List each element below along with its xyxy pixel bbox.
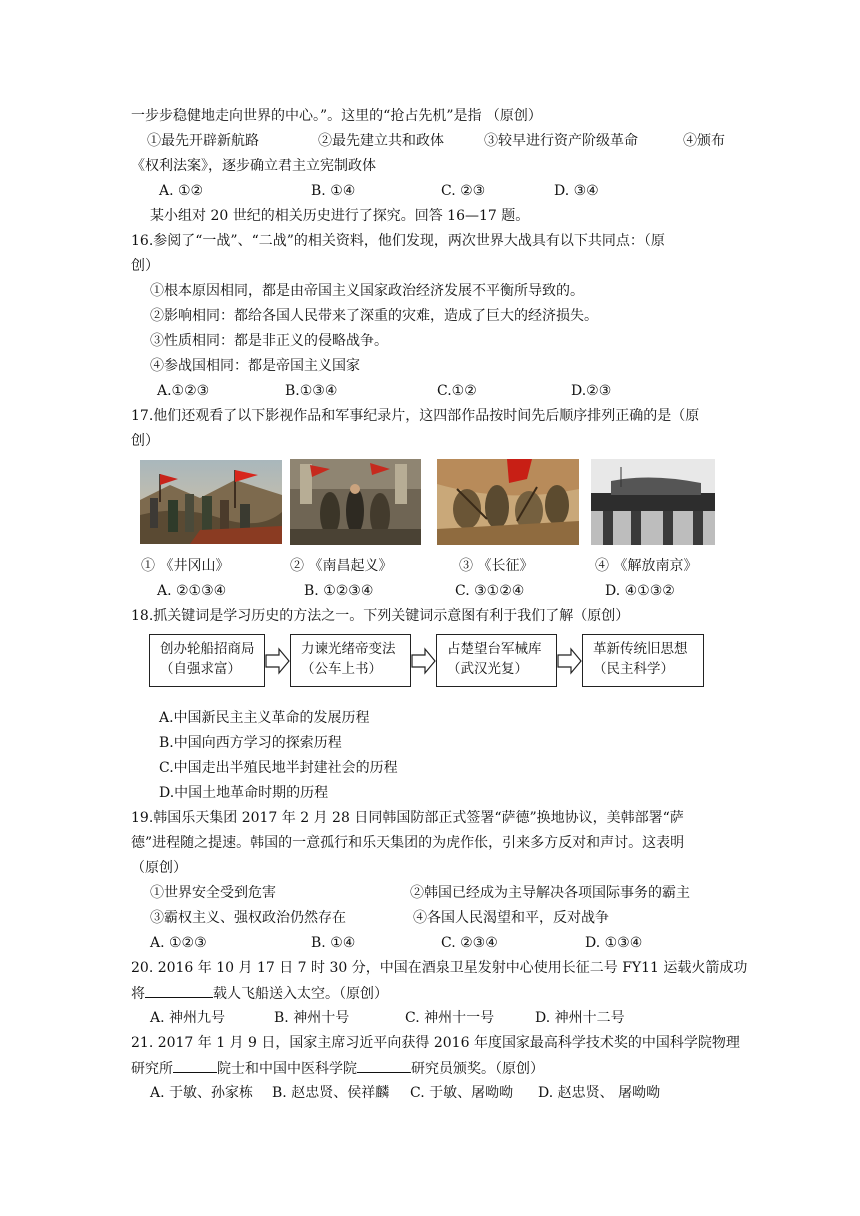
q15-item-4-cont: 《权利法案》，逐步确立君主立宪制政体 (131, 158, 376, 174)
q19-item-4: ④各国人民渴望和平，反对战争 (413, 910, 609, 926)
q21-stem-cont (131, 1058, 544, 1079)
q16-item-4: ④参战国相同：都是帝国主义国家 (150, 358, 360, 374)
nanjing-liberation-photo (591, 459, 715, 545)
q20-choice-d[interactable]: D. 神州十二号 (535, 1010, 625, 1026)
q17-choice-b[interactable]: B. ①②③④ (304, 583, 374, 599)
q17-stem: 17.他们还观看了以下影视作品和军事纪录片，这四部作品按时间先后顺序排列正确的是（原 (131, 408, 700, 424)
q19-choice-b[interactable]: B. ①④ (311, 935, 356, 951)
q15-stem-line: 一步步稳健地走向世界的中心。”。这里的“抢占先机”是指 （原创） (131, 108, 542, 124)
long-march-painting (437, 459, 579, 545)
q15-choice-b[interactable]: B. ①④ (311, 183, 356, 199)
q18-choice-b[interactable]: B.中国向西方学习的探索历程 (159, 735, 342, 751)
q16-item-1: ①根本原因相同，都是由帝国主义国家政治经济发展不平衡所导致的。 (150, 283, 584, 299)
q16-choice-d[interactable]: D.②③ (571, 383, 612, 399)
q17-choice-c[interactable]: C. ③①②④ (455, 583, 525, 599)
q16-choice-a[interactable]: A.①②③ (157, 383, 210, 399)
q20-choice-c[interactable]: C. 神州十一号 (405, 1010, 495, 1026)
flow-box-3-line2: （武汉光复） (447, 661, 528, 677)
flow-box-2-line1: 力谏光绪帝变法 (301, 641, 396, 657)
q16-choice-b[interactable]: B.①③④ (285, 383, 338, 399)
flow-box-4 (582, 634, 704, 687)
q15-choice-c[interactable]: C. ②③ (441, 183, 486, 199)
q17-caption-3: ③ 《长征》 (459, 558, 534, 574)
q17-caption-2: ② 《南昌起义》 (290, 558, 393, 574)
nanchang-uprising-painting (290, 459, 421, 545)
q19-item-1: ①世界安全受到危害 (150, 885, 276, 901)
q17-stem-cont: 创） (131, 433, 159, 449)
q18-choice-c[interactable]: C.中国走出半殖民地半封建社会的历程 (159, 760, 398, 776)
q19-stem: 19.韩国乐天集团 2017 年 2 月 28 日同韩国防部正式签署“萨德”换地协议，美韩部署“萨 (131, 810, 684, 826)
q21-choice-d[interactable]: D. 赵忠贤、 屠呦呦 (538, 1085, 661, 1101)
flow-box-3-line1: 占楚望台军械库 (447, 641, 542, 657)
q17-caption-4: ④ 《解放南京》 (595, 558, 698, 574)
flow-arrow-1 (265, 646, 291, 676)
q19-choice-d[interactable]: D. ①③④ (585, 935, 643, 951)
q18-choice-d[interactable]: D.中国土地革命时期的历程 (159, 785, 329, 801)
q20-choice-a[interactable]: A. 神州九号 (150, 1010, 226, 1026)
q20-choice-b[interactable]: B. 神州十号 (274, 1010, 350, 1026)
q21-choice-a[interactable]: A. 于敏、孙家栋 (150, 1085, 254, 1101)
flow-box-1 (149, 634, 265, 687)
q19-choice-c[interactable]: C. ②③④ (441, 935, 498, 951)
q21-stem: 21. 2017 年 1 月 9 日，国家主席习近平向获得 2016 年度国家最高科学技术奖的中国科学院物理 (131, 1035, 740, 1051)
q16-stem: 16.参阅了“一战”、“二战”的相关资料，他们发现，两次世界大战具有以下共同点：（原 (131, 233, 665, 249)
flow-box-1-line1: 创办轮船招商局 (160, 641, 255, 657)
q19-item-3: ③霸权主义、强权政治仍然存在 (150, 910, 346, 926)
q20-stem-suffix: 载人飞船送入太空。（原创） (213, 986, 388, 1002)
q16-item-3: ③性质相同：都是非正义的侵略战争。 (150, 333, 388, 349)
q16-stem-cont: 创） (131, 258, 159, 274)
section-intro: 某小组对 20 世纪的相关历史进行了探究。回答 16—17 题。 (150, 208, 530, 224)
q18-choice-a[interactable]: A.中国新民主主义革命的发展历程 (159, 710, 370, 726)
q21-stem-mid: 院士和中国中医科学院 (217, 1061, 357, 1077)
q19-item-2: ②韩国已经成为主导解决各项国际事务的霸主 (410, 885, 690, 901)
jinggangshan-painting (140, 460, 282, 544)
flow-box-2 (290, 634, 411, 687)
q21-answer-blank-1[interactable] (173, 1058, 217, 1073)
q17-caption-1: ① 《井冈山》 (141, 558, 230, 574)
flow-box-2-line2: （公车上书） (301, 661, 382, 677)
q21-answer-blank-2[interactable] (357, 1058, 411, 1073)
q19-stem-cont: 德”进程随之提速。韩国的一意孤行和乐天集团的为虎作伥，引来多方反对和声讨。这表明 (131, 835, 685, 851)
q21-stem-suffix: 研究员颁奖。（原创） (411, 1061, 544, 1077)
q15-choice-d[interactable]: D. ③④ (554, 183, 599, 199)
q15-item-2: ②最先建立共和政体 (318, 133, 444, 149)
q19-stem-source: （原创） (131, 860, 187, 876)
q20-answer-blank[interactable] (145, 983, 213, 998)
q15-item-3: ③较早进行资产阶级革命 (484, 133, 638, 149)
q21-choice-c[interactable]: C. 于敏、屠呦呦 (410, 1085, 514, 1101)
q19-choice-a[interactable]: A. ①②③ (150, 935, 207, 951)
q20-stem-cont (131, 983, 388, 1004)
q20-stem: 20. 2016 年 10 月 17 日 7 时 30 分，中国在酒泉卫星发射中心使用长征二号 FY11 运载火箭成功 (131, 960, 748, 976)
flow-box-4-line2: （民主科学） (593, 661, 674, 677)
flow-box-4-line1: 革新传统旧思想 (593, 641, 688, 657)
q15-choice-a[interactable]: A. ①② (159, 183, 204, 199)
flow-arrow-3 (557, 646, 583, 676)
q17-choice-a[interactable]: A. ②①③④ (157, 583, 227, 599)
q21-choice-b[interactable]: B. 赵忠贤、侯祥麟 (272, 1085, 390, 1101)
q20-stem-prefix: 将 (131, 986, 145, 1002)
flow-arrow-2 (411, 646, 437, 676)
q15-item-1: ①最先开辟新航路 (147, 133, 259, 149)
flow-box-3 (436, 634, 557, 687)
flow-box-1-line2: （自强求富） (160, 661, 241, 677)
q17-choice-d[interactable]: D. ④①③② (605, 583, 675, 599)
q16-choice-c[interactable]: C.①② (437, 383, 477, 399)
q18-stem: 18.抓关键词是学习历史的方法之一。下列关键词示意图有利于我们了解（原创） (131, 608, 630, 624)
q16-item-2: ②影响相同：都给各国人民带来了深重的灾难，造成了巨大的经济损失。 (150, 308, 598, 324)
q15-item-4: ④颁布 (683, 133, 725, 149)
q21-stem-prefix: 研究所 (131, 1061, 173, 1077)
